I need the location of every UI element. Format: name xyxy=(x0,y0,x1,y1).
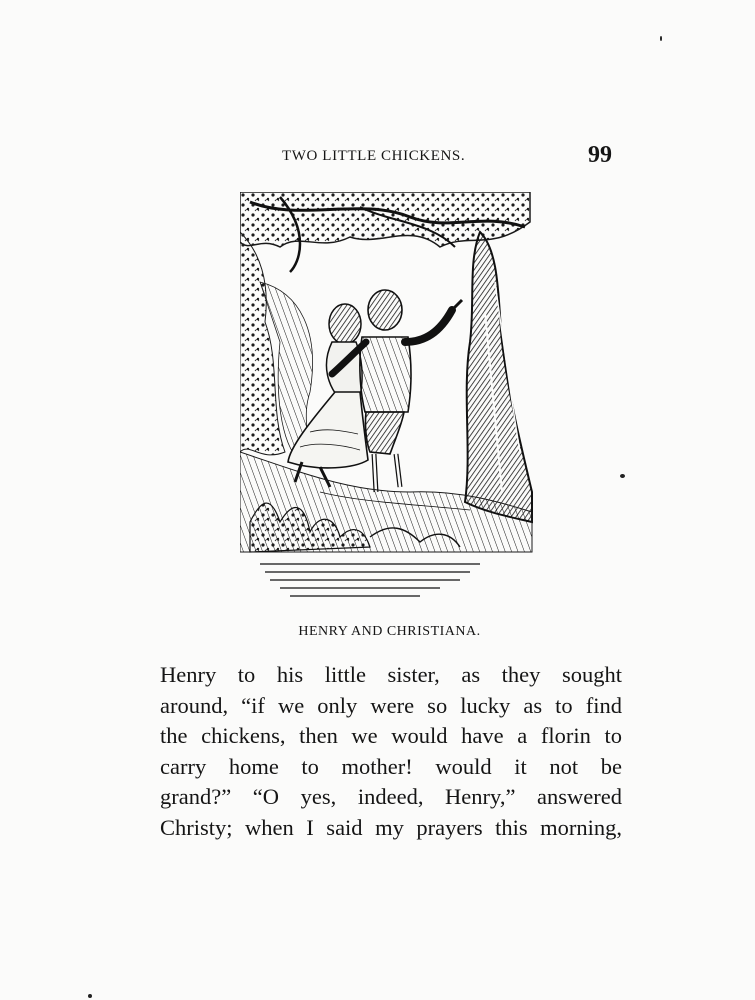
paper-speck xyxy=(88,994,92,998)
engraving-illustration xyxy=(240,192,536,612)
tree-trunk xyxy=(465,232,532,522)
paper-speck xyxy=(620,474,625,478)
illustration-caption: HENRY AND CHRISTIANA. xyxy=(298,624,481,639)
body-text xyxy=(160,660,622,843)
page-number: 99 xyxy=(588,142,612,168)
left-foliage xyxy=(240,232,285,455)
text-line: Henry to his little sister, as they sought xyxy=(160,662,622,687)
text-line: grand?” “O yes, indeed, Henry,” answered xyxy=(160,784,622,809)
text-line: the chickens, then we would have a florin to xyxy=(160,723,622,748)
running-head-title: TWO LITTLE CHICKENS. xyxy=(282,148,466,164)
text-line: Christy; when I said my prayers this morning, xyxy=(160,814,622,840)
text-line: around, “if we only were so lucky as to find xyxy=(160,692,622,718)
water-lines xyxy=(260,564,480,596)
text-line: carry home to mother! would it not be xyxy=(160,753,622,779)
paper-speck xyxy=(660,36,662,41)
